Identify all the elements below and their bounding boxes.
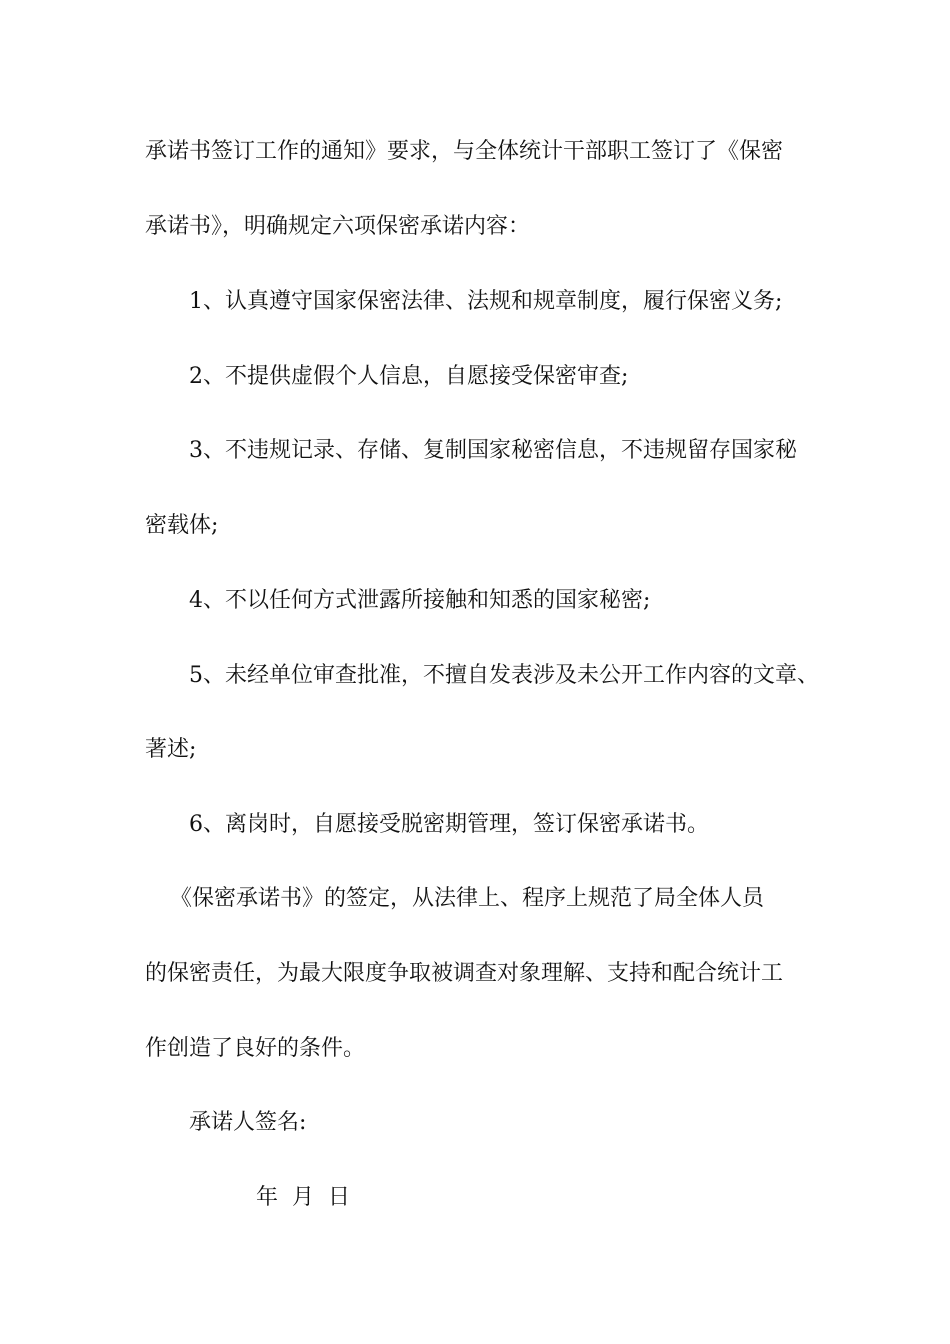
list-item-5-continuation: 著述; [145,737,197,762]
paragraph-line: 承诺书》，明确规定六项保密承诺内容： [145,214,531,239]
list-item-3-continuation: 密载体; [145,513,219,538]
date-line: 年 月 日 [256,1185,350,1210]
list-item-4: 4、不以任何方式泄露所接触和知悉的国家秘密; [189,588,651,613]
list-item-5: 5、未经单位审查批准，不擅自发表涉及未公开工作内容的文章、 [189,663,819,688]
signature-label: 承诺人签名: [189,1110,307,1135]
summary-paragraph-line: 《保密承诺书》的签定，从法律上、程序上规范了局全体人员 [170,886,765,911]
summary-paragraph-line: 作创造了良好的条件。 [145,1036,366,1061]
list-item-1: 1、认真遵守国家保密法律、法规和规章制度，履行保密义务; [189,289,783,314]
paragraph-line: 承诺书签订工作的通知》要求，与全体统计干部职工签订了《保密 [145,139,784,164]
list-item-2: 2、不提供虚假个人信息，自愿接受保密审查; [189,364,629,389]
summary-paragraph-line: 的保密责任，为最大限度争取被调查对象理解、支持和配合统计工 [145,961,784,986]
list-item-3: 3、不违规记录、存储、复制国家秘密信息，不违规留存国家秘 [189,438,797,463]
list-item-6: 6、离岗时，自愿接受脱密期管理，签订保密承诺书。 [189,812,709,837]
